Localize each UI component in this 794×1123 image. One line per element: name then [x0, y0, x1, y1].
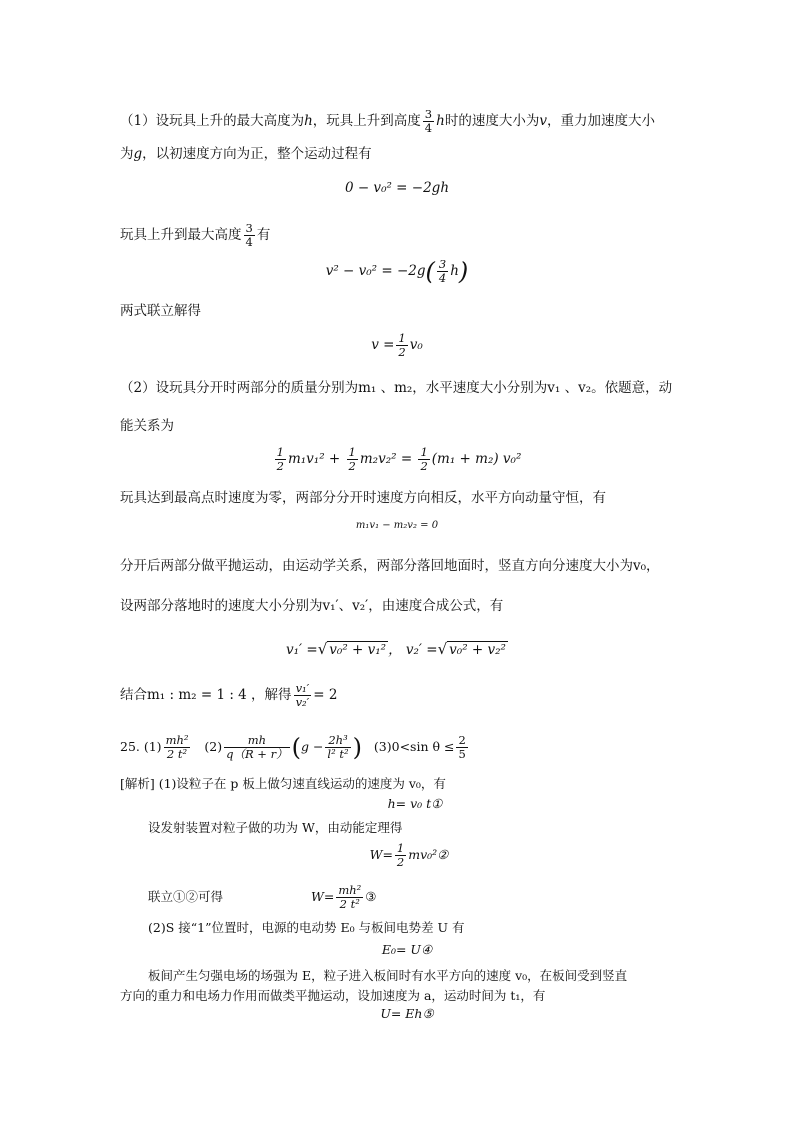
term: m₁v₁² + — [287, 451, 341, 468]
text: ，玩具上升到高度 — [312, 113, 421, 130]
num: 2h³ — [328, 733, 348, 747]
q25-equation-2 — [12, 842, 794, 869]
den: 2 — [398, 345, 406, 360]
fraction — [347, 446, 358, 473]
paren: ) — [352, 733, 362, 762]
text: ，以初速度方向为正，整个运动过程有 — [142, 146, 372, 162]
p2-line4: 分开后两部分做平抛运动，由运动学关系，两部分落回地面时，竖直方向分速度大小为v₀， — [120, 558, 660, 574]
term: (m₁ + m₂) v₀² — [431, 451, 522, 468]
q25-line1: [解析] (1)设粒子在 p 板上做匀速直线运动的速度为 v₀，有 — [120, 776, 446, 791]
num: 2 — [458, 733, 466, 747]
fraction — [418, 446, 429, 473]
den: 2 t² — [164, 747, 191, 761]
q25-line3 — [148, 884, 376, 911]
paren: ( — [291, 733, 301, 762]
fraction — [395, 842, 406, 869]
fraction — [224, 734, 289, 761]
num: mh — [247, 733, 267, 747]
p2-line3: 玩具达到最高点时速度为零，两部分分开时速度方向相反，水平方向动量守恒，有 — [120, 490, 606, 506]
text: 时的速度大小为 — [444, 113, 540, 130]
fraction — [275, 446, 286, 473]
text: 有 — [256, 227, 271, 244]
num: 1 — [398, 331, 406, 345]
num: 3 — [438, 257, 447, 271]
num: v₁′ — [295, 681, 310, 695]
q25-equation-1: h= v₀ t① — [387, 796, 443, 811]
sep: ， — [388, 642, 402, 658]
p1-line3 — [120, 222, 270, 249]
fraction — [423, 108, 434, 135]
num: 3 — [424, 107, 433, 121]
q25-equation-4: E₀= U④ — [381, 942, 433, 957]
eq-right: v₀ — [409, 337, 423, 354]
eq-right: ③ — [365, 889, 377, 905]
p2-equation-6 — [0, 640, 794, 658]
sqrt-sign: √ — [317, 640, 328, 658]
eq-left: W= — [310, 889, 335, 905]
p1-line1 — [120, 108, 655, 135]
eq-left: v₁′ = — [286, 642, 318, 658]
var: v — [539, 113, 547, 130]
text: ，重力加速度大小 — [546, 113, 655, 130]
q25-line5: 板间产生匀强电场的场强为 E，粒子进入板间时有水平方向的速度 v₀，在板间受到竖直 — [148, 968, 628, 983]
fraction — [437, 258, 448, 285]
fraction — [164, 734, 191, 761]
p2-equation-5: m₁v₁ − m₂v₂ = 0 — [355, 520, 439, 531]
num: 1 — [420, 445, 428, 459]
eq-left: W= — [369, 847, 393, 863]
eq-right: mv₀²② — [408, 847, 449, 863]
eq-left: v² − v₀² = −2g — [325, 263, 426, 280]
p1-equation-2 — [0, 258, 794, 285]
text: (3)0<sin θ ≤ — [373, 739, 455, 755]
text: 25. (1) — [120, 739, 162, 755]
radicand: v₀² + v₂² — [449, 642, 506, 658]
num: 1 — [276, 445, 284, 459]
fraction — [336, 884, 363, 911]
den: 4 — [438, 271, 447, 286]
text: 为 — [120, 146, 134, 162]
fraction — [294, 682, 312, 709]
den: 4 — [424, 121, 433, 136]
fraction — [244, 222, 255, 249]
q25-line6: 方向的重力和电场力作用而做类平抛运动，设加速度为 a，运动时间为 t₁，有 — [120, 988, 546, 1003]
den: 4 — [245, 235, 253, 250]
p1-line4: 两式联立解得 — [120, 303, 201, 319]
fraction — [396, 332, 407, 359]
p2-line1: （2）设玩具分开时两部分的质量分别为m₁ 、m₂，水平速度大小分别为v₁ 、v₂。依题意，动 — [120, 380, 673, 396]
q25-line4: (2)S 接“1”位置时，电源的电动势 E₀ 与板间电势差 U 有 — [148, 920, 465, 935]
den: v₂′ — [295, 695, 310, 710]
text: 结合m₁ : m₂ = 1 : 4 ，解得 — [120, 687, 292, 704]
den: 2 — [276, 459, 284, 474]
p2-line5: 设两部分落地时的速度大小分别为v₁′、v₂′，由速度合成公式，有 — [120, 598, 504, 614]
text: （1）设玩具上升的最大高度为 — [120, 113, 305, 130]
p2-line6 — [120, 682, 337, 709]
den: 2 — [348, 459, 356, 474]
text: g − — [300, 739, 324, 755]
den: 2 — [420, 459, 428, 474]
eq-left: v₂′ = — [405, 642, 438, 658]
text: = 2 — [313, 687, 338, 704]
p1-equation-1: 0 − v₀² = −2gh — [344, 180, 450, 196]
num: mh² — [338, 883, 362, 897]
eq-left: v = — [371, 337, 395, 354]
num: 1 — [396, 841, 405, 855]
p1-equation-3 — [0, 332, 794, 359]
q25-line2: 设发射装置对粒子做的功为 W，由动能定理得 — [148, 820, 403, 835]
num: mh² — [165, 733, 189, 747]
text: 玩具上升到最大高度 — [120, 227, 242, 244]
var: h — [436, 113, 445, 130]
paren: ( — [425, 257, 435, 286]
term: m₂v₂² = — [359, 451, 413, 468]
q25-equation-5: U= Eh⑤ — [380, 1006, 434, 1021]
sqrt-sign: √ — [437, 640, 448, 658]
fraction — [456, 734, 467, 761]
den: 5 — [458, 747, 466, 762]
num: 1 — [348, 445, 356, 459]
var: h — [450, 263, 459, 280]
num: 3 — [245, 221, 253, 235]
den: 2 — [396, 855, 405, 870]
var: g — [133, 146, 143, 162]
p2-equation-4 — [0, 446, 794, 473]
den: q（R + r） — [226, 747, 288, 762]
paren: ) — [458, 257, 469, 286]
p2-line2: 能关系为 — [120, 418, 174, 434]
den: l² t² — [327, 747, 349, 762]
var: h — [304, 113, 313, 130]
p1-line2 — [120, 146, 372, 162]
radicand: v₀² + v₁² — [329, 642, 387, 658]
den: 2 t² — [336, 897, 363, 911]
text: 联立①②可得 — [148, 889, 224, 905]
fraction — [325, 734, 350, 761]
text: (2) — [204, 739, 223, 755]
q25-answers — [120, 734, 470, 761]
